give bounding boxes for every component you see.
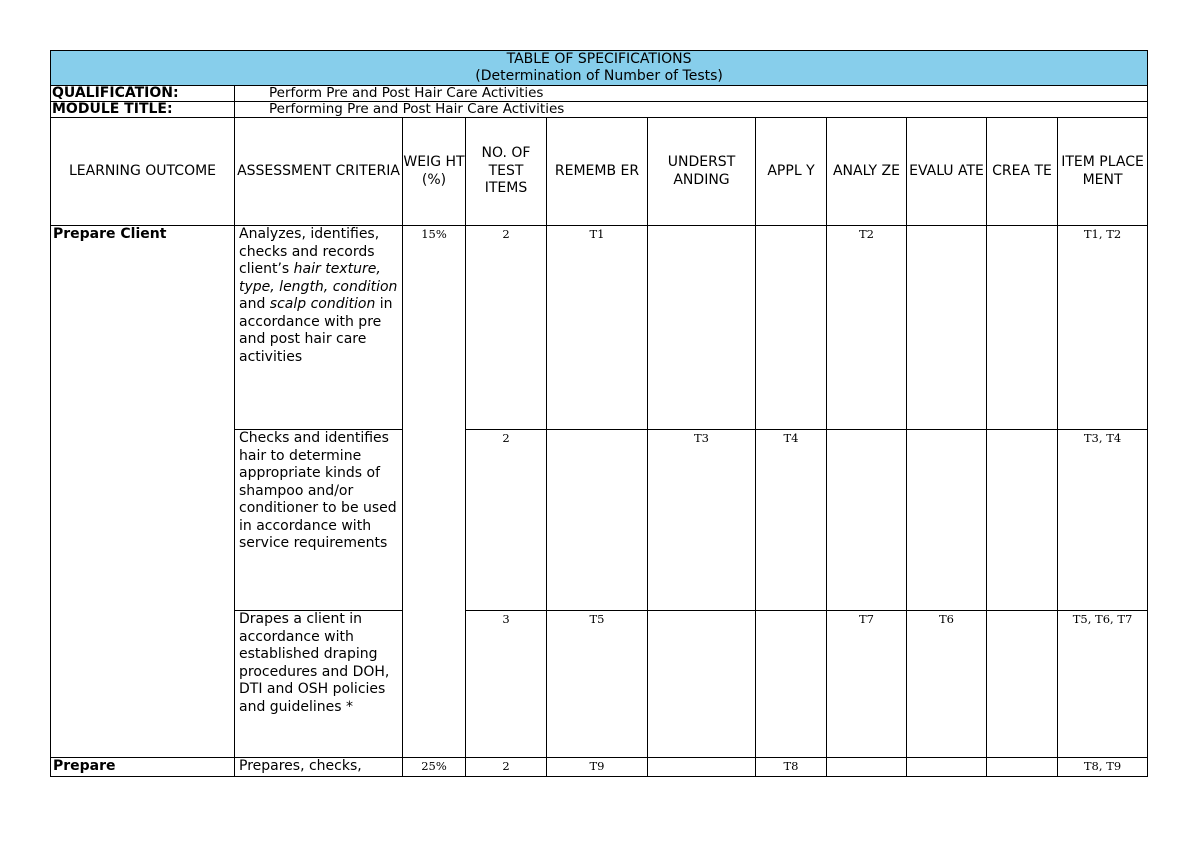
evaluate-cell	[907, 226, 987, 430]
title-line-1: TABLE OF SPECIFICATIONS	[506, 51, 692, 67]
assessment-criteria-cell: Prepares, checks,	[235, 758, 403, 777]
table-row	[51, 758, 1148, 777]
learning-outcome-cell	[51, 430, 235, 611]
evaluate-cell: T6	[907, 611, 987, 758]
remember-cell: T9	[547, 758, 648, 777]
understanding-cell	[648, 758, 756, 777]
create-cell	[987, 430, 1058, 611]
create-cell	[987, 758, 1058, 777]
header-weight: WEIG HT (%)	[403, 118, 466, 226]
apply-cell	[756, 611, 827, 758]
qualification-row	[51, 86, 1148, 102]
analyze-cell: T2	[827, 226, 907, 430]
analyze-cell	[827, 430, 907, 611]
header-remember: REMEMB ER	[547, 118, 648, 226]
understanding-cell	[648, 226, 756, 430]
title-line-2: (Determination of Number of Tests)	[475, 68, 723, 84]
criteria-text: and	[239, 296, 270, 312]
remember-cell	[547, 430, 648, 611]
table-row	[51, 430, 1148, 611]
module-title-label: MODULE TITLE:	[51, 102, 235, 118]
remember-cell: T5	[547, 611, 648, 758]
qualification-value: Perform Pre and Post Hair Care Activities	[235, 86, 1148, 102]
header-item-placement: ITEM PLACE MENT	[1058, 118, 1148, 226]
remember-cell: T1	[547, 226, 648, 430]
header-analyze: ANALY ZE	[827, 118, 907, 226]
weight-cell: 15%	[403, 226, 466, 758]
apply-cell: T8	[756, 758, 827, 777]
header-create: CREA TE	[987, 118, 1058, 226]
learning-outcome-cell	[51, 611, 235, 758]
assessment-criteria-cell: Drapes a client in accordance with established draping procedures and DOH, DTI and OSH policies and guidelines *	[235, 611, 403, 758]
specifications-document	[50, 50, 1147, 777]
item-placement-cell: T5, T6, T7	[1058, 611, 1148, 758]
module-title-value: Performing Pre and Post Hair Care Activities	[235, 102, 1148, 118]
num-items-cell: 2	[466, 430, 547, 611]
item-placement-cell: T1, T2	[1058, 226, 1148, 430]
num-items-cell: 2	[466, 226, 547, 430]
header-assessment-criteria: ASSESSMENT CRITERIA	[235, 118, 403, 226]
title-row	[51, 51, 1148, 86]
table-row	[51, 226, 1148, 430]
qualification-label: QUALIFICATION:	[51, 86, 235, 102]
table-title	[51, 51, 1148, 86]
apply-cell	[756, 226, 827, 430]
create-cell	[987, 611, 1058, 758]
criteria-text: Analyzes, identifies, checks and records client’s	[239, 226, 380, 277]
table-row	[51, 611, 1148, 758]
header-row	[51, 118, 1148, 226]
item-placement-cell: T3, T4	[1058, 430, 1148, 611]
analyze-cell: T7	[827, 611, 907, 758]
criteria-text: in accordance with pre and post hair care activities	[239, 296, 393, 365]
learning-outcome-cell: Prepare	[51, 758, 235, 777]
assessment-criteria-cell: Checks and identifies hair to determine appropriate kinds of shampoo and/or conditioner to be used in accordance with service requirements	[235, 430, 403, 611]
header-evaluate: EVALU ATE	[907, 118, 987, 226]
apply-cell: T4	[756, 430, 827, 611]
header-understanding: UNDERST ANDING	[648, 118, 756, 226]
header-learning-outcome: LEARNING OUTCOME	[51, 118, 235, 226]
header-num-items: NO. OF TEST ITEMS	[466, 118, 547, 226]
module-title-row	[51, 102, 1148, 118]
evaluate-cell	[907, 758, 987, 777]
assessment-criteria-cell	[235, 226, 403, 430]
analyze-cell	[827, 758, 907, 777]
criteria-emphasis: scalp condition	[269, 296, 376, 312]
learning-outcome-cell: Prepare Client	[51, 226, 235, 430]
num-items-cell: 3	[466, 611, 547, 758]
create-cell	[987, 226, 1058, 430]
understanding-cell: T3	[648, 430, 756, 611]
evaluate-cell	[907, 430, 987, 611]
understanding-cell	[648, 611, 756, 758]
specifications-table	[50, 50, 1148, 777]
num-items-cell: 2	[466, 758, 547, 777]
weight-cell: 25%	[403, 758, 466, 777]
criteria-emphasis: hair texture, type, length, condition	[239, 261, 398, 295]
header-apply: APPL Y	[756, 118, 827, 226]
item-placement-cell: T8, T9	[1058, 758, 1148, 777]
